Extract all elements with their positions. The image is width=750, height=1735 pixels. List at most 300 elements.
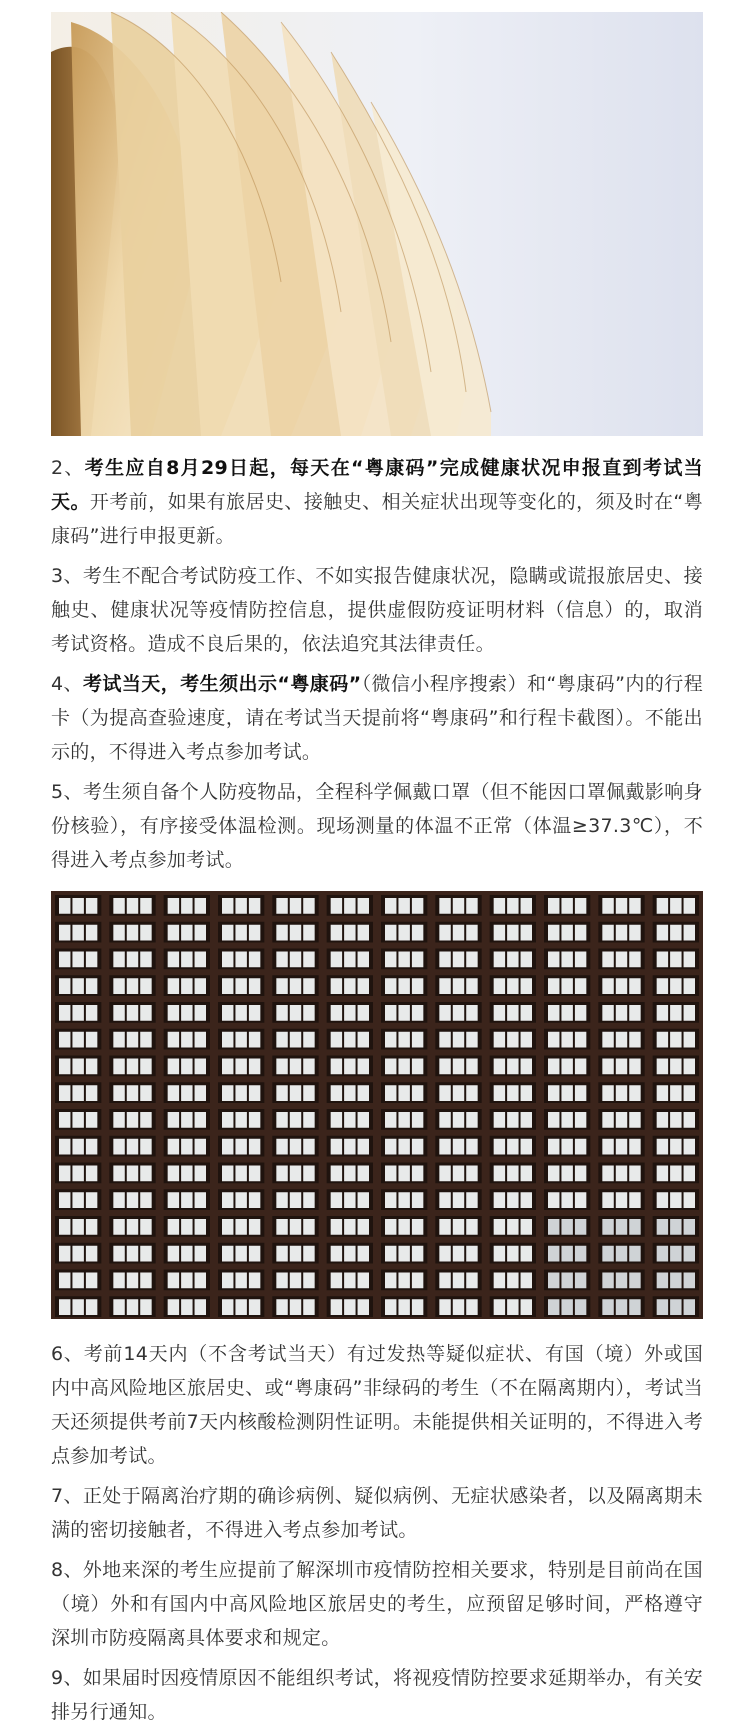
shelf-book: [72, 1166, 83, 1182]
shelf-book: [249, 1005, 260, 1021]
shelf-book: [222, 1299, 233, 1315]
shelf-book: [575, 1166, 586, 1182]
shelf-book: [249, 978, 260, 994]
open-book-pages-photo: [51, 12, 703, 436]
shelf-book: [181, 1166, 192, 1182]
shelf-book: [276, 1005, 287, 1021]
shelf-book: [575, 1192, 586, 1208]
shelf-book: [331, 1059, 342, 1075]
shelf-book: [344, 952, 355, 968]
shelf-book: [385, 1085, 396, 1101]
shelf-book: [561, 1219, 572, 1235]
shelf-book: [276, 952, 287, 968]
shelf-book: [249, 1032, 260, 1048]
shelf-book: [548, 1219, 559, 1235]
shelf-book: [249, 1246, 260, 1262]
shelf-book: [684, 1112, 695, 1128]
shelf-book: [276, 898, 287, 914]
shelf-book: [72, 1139, 83, 1155]
shelf-book: [222, 1246, 233, 1262]
shelf-book: [195, 1112, 206, 1128]
shelf-book: [561, 898, 572, 914]
shelf-book: [657, 1219, 668, 1235]
shelf-book: [235, 978, 246, 994]
shelf-book: [548, 1299, 559, 1315]
shelf-book: [59, 1273, 70, 1289]
shelf-book: [412, 952, 423, 968]
shelf-book: [113, 978, 124, 994]
shelf-book: [507, 925, 518, 941]
shelf-book: [290, 1246, 301, 1262]
shelf-book: [72, 952, 83, 968]
shelf-book: [113, 898, 124, 914]
shelf-book: [140, 1139, 151, 1155]
shelf-book: [494, 1139, 505, 1155]
shelf-book: [466, 1085, 477, 1101]
shelf-book: [657, 1273, 668, 1289]
shelf-book: [195, 952, 206, 968]
shelf-book: [113, 1059, 124, 1075]
shelf-book: [86, 1192, 97, 1208]
shelf-book: [59, 952, 70, 968]
shelf-book: [385, 1059, 396, 1075]
shelf-book: [412, 1032, 423, 1048]
shelf-book: [412, 1219, 423, 1235]
shelf-book: [521, 1085, 532, 1101]
shelf-book: [140, 978, 151, 994]
shelf-book: [290, 1166, 301, 1182]
shelf-book: [249, 1299, 260, 1315]
instructions-part-1: [51, 436, 703, 877]
shelf-book: [168, 1246, 179, 1262]
shelf-book: [439, 1059, 450, 1075]
shelf-book: [521, 925, 532, 941]
instruction-item-5: 5、考生须自备个人防疫物品，全程科学佩戴口罩（但不能因口罩佩戴影响身份核验），有序接受体温检测。现场测量的体温不正常（体温≥37.3℃），不得进入考点参加考试。: [51, 781, 703, 871]
shelf-book: [358, 1139, 369, 1155]
shelf-book: [222, 898, 233, 914]
shelf-book: [181, 1299, 192, 1315]
shelf-book: [507, 1219, 518, 1235]
shelf-book: [195, 1139, 206, 1155]
shelf-book: [629, 925, 640, 941]
shelf-book: [561, 952, 572, 968]
shelf-book: [657, 1112, 668, 1128]
shelf-book: [507, 952, 518, 968]
shelf-book: [561, 1085, 572, 1101]
shelf-book: [127, 1192, 138, 1208]
shelf-book: [439, 1246, 450, 1262]
shelf-book: [303, 1085, 314, 1101]
shelf-book: [86, 1139, 97, 1155]
shelf-book: [195, 1192, 206, 1208]
shelf-book: [358, 1085, 369, 1101]
instructions-part-2: [51, 1319, 703, 1729]
shelf-book: [439, 1112, 450, 1128]
shelf-book: [140, 1273, 151, 1289]
shelf-book: [303, 1166, 314, 1182]
shelf-book: [412, 1273, 423, 1289]
shelf-book: [657, 925, 668, 941]
shelf-book: [168, 1032, 179, 1048]
shelf-book: [235, 1299, 246, 1315]
shelf-book: [412, 1299, 423, 1315]
shelf-book: [657, 978, 668, 994]
shelf-book: [181, 952, 192, 968]
shelf-book: [276, 978, 287, 994]
shelf-book: [222, 1273, 233, 1289]
shelf-book: [657, 1085, 668, 1101]
shelf-book: [331, 952, 342, 968]
shelf-book: [670, 1299, 681, 1315]
shelf-book: [86, 1085, 97, 1101]
shelf-book: [127, 1085, 138, 1101]
shelf-book: [398, 1139, 409, 1155]
shelf-book: [358, 1112, 369, 1128]
shelf-book: [453, 1273, 464, 1289]
shelf-book: [127, 952, 138, 968]
shelf-book: [548, 1192, 559, 1208]
shelf-book: [344, 1246, 355, 1262]
shelf-book: [59, 1299, 70, 1315]
shelf-book: [575, 925, 586, 941]
shelf-book: [195, 1166, 206, 1182]
shelf-book: [561, 925, 572, 941]
shelf-book: [86, 1112, 97, 1128]
shelf-book: [575, 1085, 586, 1101]
shelf-book: [494, 1032, 505, 1048]
shelf-book: [181, 1192, 192, 1208]
shelf-book: [412, 1246, 423, 1262]
shelf-book: [412, 1166, 423, 1182]
shelf-book: [59, 1059, 70, 1075]
shelf-book: [222, 1166, 233, 1182]
shelf-book: [521, 1299, 532, 1315]
shelf-book: [439, 1192, 450, 1208]
shelf-book: [548, 1005, 559, 1021]
shelf-book: [344, 978, 355, 994]
shelf-book: [453, 1112, 464, 1128]
shelf-book: [195, 1085, 206, 1101]
shelf-book: [181, 898, 192, 914]
shelf-book: [249, 898, 260, 914]
shelf-book: [303, 1273, 314, 1289]
shelf-book: [602, 1166, 613, 1182]
shelf-book: [290, 898, 301, 914]
shelf-book: [616, 1032, 627, 1048]
shelf-book: [670, 1273, 681, 1289]
shelf-book: [616, 978, 627, 994]
shelf-book: [657, 1246, 668, 1262]
shelf-book: [249, 1112, 260, 1128]
shelf-book: [494, 1005, 505, 1021]
shelf-book: [59, 1032, 70, 1048]
shelf-book: [670, 925, 681, 941]
shelf-book: [181, 1246, 192, 1262]
shelf-book: [466, 925, 477, 941]
shelf-book: [222, 925, 233, 941]
shelf-book: [72, 1273, 83, 1289]
shelf-book: [303, 1219, 314, 1235]
shelf-book: [412, 1059, 423, 1075]
shelf-book: [127, 898, 138, 914]
shelf-book: [494, 1219, 505, 1235]
shelf-book: [276, 1299, 287, 1315]
shelf-book: [331, 1005, 342, 1021]
instruction-item-7: 7、正处于隔离治疗期的确诊病例、疑似病例、无症状感染者，以及隔离期未满的密切接触者，不得进入考点参加考试。: [51, 1485, 703, 1541]
shelf-book: [616, 1273, 627, 1289]
shelf-book: [412, 1112, 423, 1128]
shelf-book: [235, 1192, 246, 1208]
shelf-book: [684, 1299, 695, 1315]
shelf-book: [290, 1299, 301, 1315]
shelf-book: [548, 1112, 559, 1128]
shelf-book: [439, 925, 450, 941]
shelf-book: [398, 1166, 409, 1182]
shelf-book: [344, 1112, 355, 1128]
shelf-book: [398, 1219, 409, 1235]
shelf-book: [602, 898, 613, 914]
bookshelf-illustration: [51, 891, 703, 1319]
shelf-book: [616, 1299, 627, 1315]
shelf-book: [168, 1192, 179, 1208]
shelf-book: [629, 1299, 640, 1315]
shelf-book: [358, 1059, 369, 1075]
shelf-book: [466, 1273, 477, 1289]
shelf-book: [249, 1192, 260, 1208]
shelf-book: [168, 1085, 179, 1101]
shelf-book: [113, 1005, 124, 1021]
shelf-book: [59, 1246, 70, 1262]
shelf-book: [344, 1059, 355, 1075]
shelf-book: [276, 1085, 287, 1101]
shelf-book: [494, 1299, 505, 1315]
shelf-book: [507, 1085, 518, 1101]
shelf-book: [113, 1246, 124, 1262]
shelf-book: [86, 1219, 97, 1235]
shelf-book: [548, 1273, 559, 1289]
shelf-book: [602, 1192, 613, 1208]
shelf-book: [127, 1246, 138, 1262]
shelf-book: [86, 978, 97, 994]
shelf-book: [303, 1032, 314, 1048]
shelf-book: [59, 1085, 70, 1101]
shelf-book: [439, 1273, 450, 1289]
shelf-book: [616, 1192, 627, 1208]
instruction-item-6: 6、考前14天内（不含考试当天）有过发热等疑似症状、有国（境）外或国内中高风险地区旅居史、或“粤康码”非绿码的考生（不在隔离期内），考试当天还须提供考前7天内核酸检测阴性证明。未能提供相关证明的，不得进入考点参加考试。: [51, 1343, 703, 1467]
shelf-book: [616, 1219, 627, 1235]
shelf-book: [181, 1005, 192, 1021]
shelf-book: [290, 1032, 301, 1048]
shelf-book: [657, 1299, 668, 1315]
shelf-book: [113, 1192, 124, 1208]
shelf-book: [276, 1219, 287, 1235]
shelf-book: [629, 1219, 640, 1235]
shelf-book: [181, 1219, 192, 1235]
shelf-book: [358, 1192, 369, 1208]
shelf-book: [290, 1005, 301, 1021]
shelf-book: [670, 1059, 681, 1075]
bookshelf-grid-photo: [51, 891, 703, 1319]
shelf-book: [113, 1139, 124, 1155]
shelf-book: [398, 925, 409, 941]
shelf-book: [113, 1219, 124, 1235]
shelf-book: [181, 1273, 192, 1289]
shelf-book: [561, 1032, 572, 1048]
shelf-book: [331, 1299, 342, 1315]
shelf-book: [575, 898, 586, 914]
shelf-book: [195, 1219, 206, 1235]
shelf-book: [602, 1299, 613, 1315]
shelf-book: [466, 1166, 477, 1182]
shelf-book: [72, 1059, 83, 1075]
shelf-book: [439, 978, 450, 994]
shelf-book: [575, 1299, 586, 1315]
shelf-book: [466, 898, 477, 914]
shelf-book: [344, 925, 355, 941]
shelf-book: [235, 1085, 246, 1101]
shelf-book: [670, 1085, 681, 1101]
shelf-book: [127, 1112, 138, 1128]
shelf-book: [453, 1059, 464, 1075]
shelf-book: [331, 898, 342, 914]
shelf-book: [290, 1059, 301, 1075]
shelf-book: [412, 898, 423, 914]
shelf-book: [72, 1005, 83, 1021]
shelf-book: [670, 1112, 681, 1128]
shelf-book: [412, 1005, 423, 1021]
shelf-book: [140, 1032, 151, 1048]
shelf-book: [439, 1299, 450, 1315]
shelf-book: [439, 1085, 450, 1101]
shelf-book: [331, 1246, 342, 1262]
shelf-book: [303, 1192, 314, 1208]
instruction-item-3: 3、考生不配合考试防疫工作、不如实报告健康状况，隐瞒或谎报旅居史、接触史、健康状况等疫情防控信息，提供虚假防疫证明材料（信息）的，取消考试资格。造成不良后果的，依法追究其法律责任。: [51, 565, 703, 655]
shelf-book: [453, 1139, 464, 1155]
shelf-book: [86, 1032, 97, 1048]
shelf-book: [439, 1032, 450, 1048]
shelf-book: [127, 1059, 138, 1075]
shelf-book: [331, 1192, 342, 1208]
shelf-book: [168, 1219, 179, 1235]
shelf-book: [72, 1192, 83, 1208]
shelf-book: [344, 1085, 355, 1101]
shelf-book: [358, 1299, 369, 1315]
shelf-book: [140, 952, 151, 968]
shelf-book: [629, 1273, 640, 1289]
instruction-item-2: 2、考生应自8月29日起，每天在“粤康码”完成健康状况申报直到考试当天。开考前，如果有旅居史、接触史、相关症状出现等变化的，须及时在“粤康码”进行申报更新。: [51, 457, 703, 547]
shelf-book: [127, 1005, 138, 1021]
shelf-book: [344, 1005, 355, 1021]
shelf-book: [575, 1273, 586, 1289]
shelf-book: [181, 1085, 192, 1101]
shelf-book: [684, 952, 695, 968]
shelf-book: [235, 1005, 246, 1021]
shelf-book: [494, 925, 505, 941]
shelf-book: [385, 1273, 396, 1289]
shelf-book: [439, 1005, 450, 1021]
shelf-book: [684, 1273, 695, 1289]
shelf-book: [235, 1219, 246, 1235]
shelf-book: [616, 1166, 627, 1182]
shelf-book: [86, 1005, 97, 1021]
shelf-book: [412, 1085, 423, 1101]
shelf-book: [684, 1085, 695, 1101]
shelf-book: [466, 1032, 477, 1048]
shelf-book: [494, 1246, 505, 1262]
shelf-book: [303, 978, 314, 994]
shelf-book: [684, 1032, 695, 1048]
shelf-book: [140, 1005, 151, 1021]
shelf-book: [59, 1219, 70, 1235]
shelf-book: [140, 1246, 151, 1262]
shelf-book: [453, 1166, 464, 1182]
shelf-book: [670, 898, 681, 914]
shelf-book: [494, 978, 505, 994]
shelf-book: [235, 1273, 246, 1289]
shelf-book: [684, 978, 695, 994]
shelf-book: [521, 1246, 532, 1262]
shelf-book: [358, 898, 369, 914]
shelf-book: [195, 1059, 206, 1075]
shelf-book: [303, 1299, 314, 1315]
shelf-book: [466, 1192, 477, 1208]
shelf-book: [602, 952, 613, 968]
shelf-book: [684, 1192, 695, 1208]
shelf-book: [113, 1299, 124, 1315]
shelf-book: [290, 925, 301, 941]
shelf-book: [385, 1246, 396, 1262]
shelf-book: [548, 1059, 559, 1075]
shelf-book: [168, 1166, 179, 1182]
shelf-book: [140, 898, 151, 914]
shelf-book: [276, 1059, 287, 1075]
shelf-book: [629, 1166, 640, 1182]
shelf-book: [521, 898, 532, 914]
shelf-book: [195, 898, 206, 914]
shelf-book: [303, 1139, 314, 1155]
shelf-book: [670, 952, 681, 968]
shelf-book: [290, 1273, 301, 1289]
shelf-book: [195, 925, 206, 941]
shelf-book: [168, 952, 179, 968]
shelf-book: [303, 1112, 314, 1128]
shelf-book: [507, 1273, 518, 1289]
shelf-book: [113, 925, 124, 941]
shelf-book: [140, 1192, 151, 1208]
shelf-book: [575, 1139, 586, 1155]
shelf-book: [140, 925, 151, 941]
open-book-illustration: [51, 12, 703, 436]
shelf-book: [670, 1005, 681, 1021]
shelf-book: [249, 1219, 260, 1235]
shelf-book: [507, 1192, 518, 1208]
shelf-book: [86, 952, 97, 968]
shelf-book: [439, 898, 450, 914]
shelf-book: [412, 1192, 423, 1208]
shelf-book: [575, 1032, 586, 1048]
shelf-book: [181, 925, 192, 941]
shelf-book: [561, 1059, 572, 1075]
shelf-book: [602, 925, 613, 941]
shelf-book: [331, 1139, 342, 1155]
shelf-book: [249, 1059, 260, 1075]
shelf-book: [507, 898, 518, 914]
shelf-book: [494, 898, 505, 914]
shelf-book: [127, 1032, 138, 1048]
shelf-book: [140, 1112, 151, 1128]
shelf-book: [494, 1112, 505, 1128]
shelf-book: [222, 1032, 233, 1048]
